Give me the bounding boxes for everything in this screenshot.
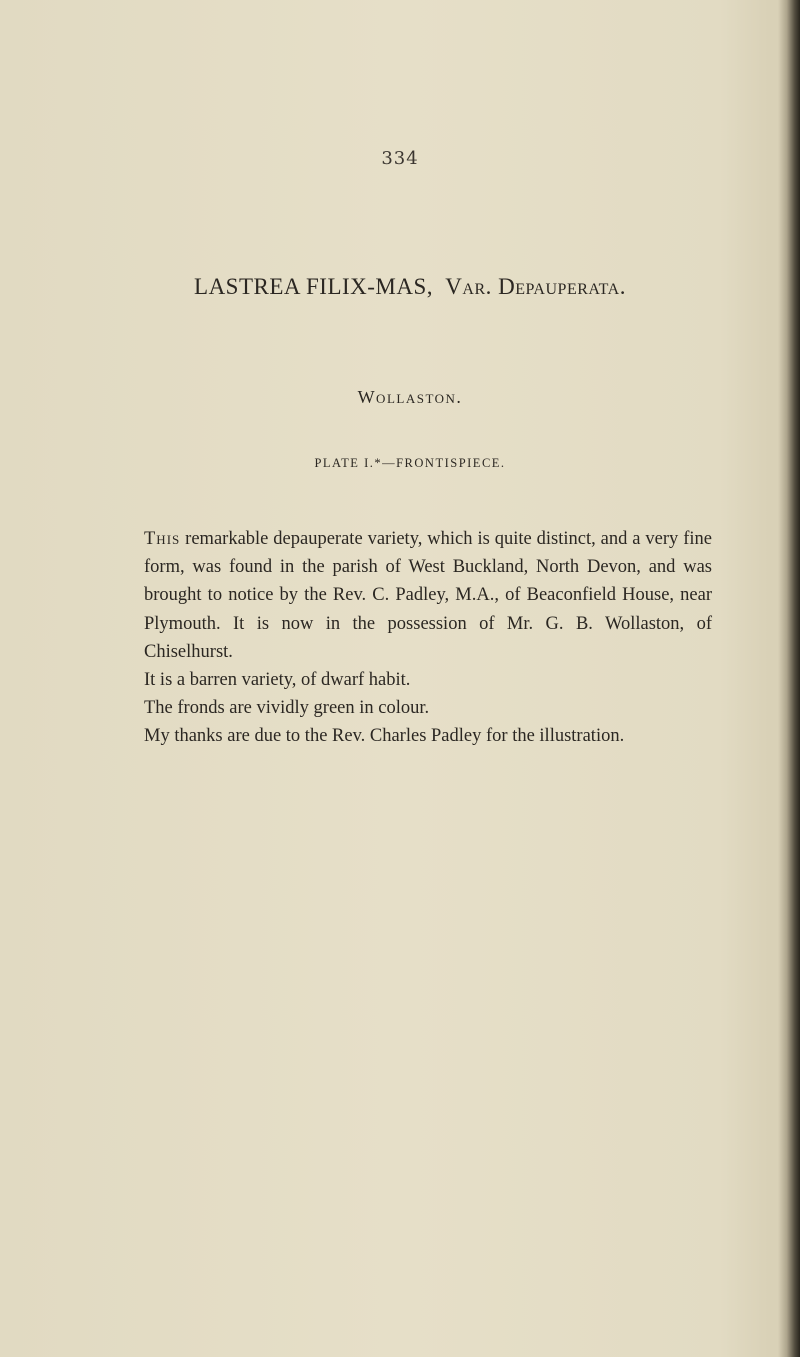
page-title	[120, 274, 700, 300]
body-text	[144, 525, 712, 751]
author-name: Wollaston.	[357, 387, 463, 407]
title-variety: Var. Depauperata.	[445, 274, 626, 299]
paragraph: The fronds are vividly green in colour.	[144, 698, 430, 719]
paragraph-text: remarkable depauperate variety, which is quite distinct, and a very fine form, was found in the parish of West Buckland, North Devon, and was brought to notice by the Rev. C. Padley, M.A., of Beaconfield House, near Plymouth. It is now in the possession of Mr. G. B. Wollaston, of Chiselhurst.	[144, 529, 712, 662]
page-number: 334	[381, 148, 419, 169]
page-edge-shadow	[778, 0, 800, 1357]
paragraph: It is a barren variety, of dwarf habit.	[144, 670, 411, 691]
paragraph: My thanks are due to the Rev. Charles Padley for the illustration.	[144, 726, 625, 747]
paragraph	[144, 525, 712, 666]
title-species: LASTREA FILIX-MAS,	[194, 274, 434, 299]
paragraph-first-word: This	[144, 529, 181, 549]
plate-caption: PLATE I.*—FRONTISPIECE.	[314, 456, 506, 470]
